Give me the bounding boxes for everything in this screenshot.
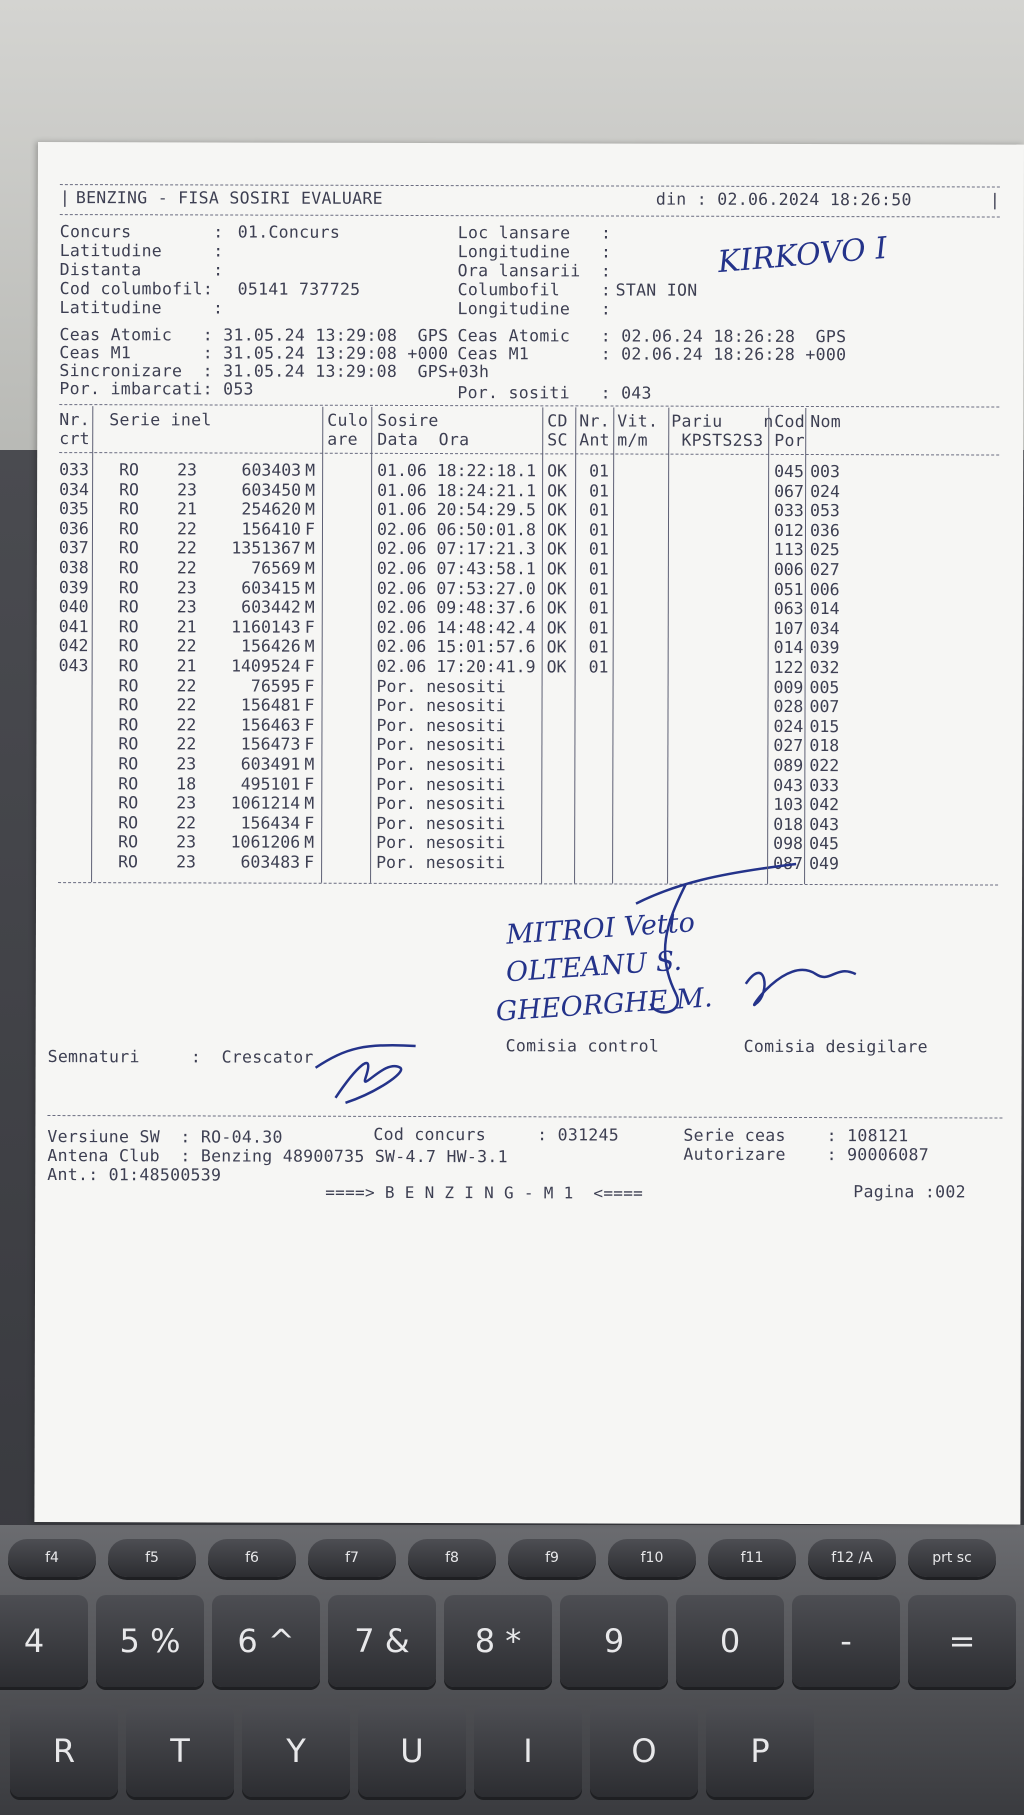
cell-sosire: Por. nesositi [376, 852, 506, 873]
function-key[interactable]: f10 [608, 1539, 696, 1577]
info-value: 01.Concurs [237, 222, 341, 242]
cell-cod: 089 [773, 755, 804, 776]
cell-cd: OK [546, 559, 567, 579]
keyboard [0, 1525, 1024, 1815]
info-label: Longitudine : [457, 299, 612, 319]
cell-nom: 039 [809, 638, 840, 658]
handwritten-name: GHEORGHE M. [494, 982, 714, 1028]
cell-nom: 053 [810, 501, 840, 521]
cell-sex: F [304, 676, 315, 696]
cell-sex: M [305, 480, 316, 500]
function-key[interactable]: f4 [8, 1539, 96, 1577]
header-bar-right: | [989, 190, 1001, 210]
cell-sex: M [304, 793, 315, 813]
number-key[interactable]: 5 % [96, 1595, 204, 1687]
cell-inel: 76569 [251, 558, 301, 578]
cell-sosire: 02.06 07:43:58.1 [376, 558, 536, 579]
cell-sosire: 02.06 09:48:37.6 [376, 598, 536, 618]
cell-nr: 041 [58, 616, 89, 636]
function-key[interactable]: f12 /A [808, 1539, 896, 1577]
cell-nom: 033 [809, 775, 840, 795]
clock-line: Por. sositi : 043 [457, 383, 652, 403]
cell-inel: 495101 [240, 774, 301, 794]
cell-ro: RO [118, 793, 139, 813]
cell-sex: M [305, 499, 316, 519]
clock-line: Ceas Atomic : 31.05.24 13:29:08 GPS [59, 325, 449, 346]
cell-nr: 038 [58, 558, 89, 578]
cell-cod: 006 [773, 559, 804, 580]
function-key[interactable]: f5 [108, 1539, 196, 1577]
number-key[interactable]: - [792, 1595, 900, 1687]
column-separator [541, 407, 543, 883]
cell-cod: 033 [774, 501, 804, 521]
column-separator [767, 408, 769, 884]
signatures-label: Semnaturi : Crescator [47, 1047, 314, 1067]
number-key[interactable]: = [908, 1595, 1016, 1687]
cell-sosire: 02.06 15:01:57.6 [376, 637, 536, 657]
divider [60, 184, 1000, 187]
cell-an: 22 [176, 675, 197, 696]
cell-inel: 156434 [240, 813, 301, 833]
cell-ro: RO [118, 577, 139, 597]
cell-nom: 006 [809, 579, 840, 599]
cell-ro: RO [118, 695, 139, 715]
cell-nr: 035 [59, 499, 89, 519]
cell-an: 23 [176, 754, 197, 774]
cell-cd: OK [547, 480, 567, 500]
cell-sex: M [304, 539, 315, 559]
cell-ro: RO [118, 813, 139, 833]
cell-nr: 043 [58, 656, 89, 676]
cell-inel: 254620 [241, 499, 302, 519]
cell-inel: 156463 [240, 715, 301, 735]
cell-ro: RO [118, 773, 139, 793]
column-header-pariu: Pariu n KPSTS2S3 [671, 411, 774, 450]
cell-cod: 051 [773, 579, 804, 599]
divider [59, 404, 999, 407]
cell-sex: F [304, 519, 315, 539]
cell-ro: RO [118, 675, 139, 695]
header-bar-left: | [59, 188, 71, 208]
cell-inel: 156410 [241, 519, 302, 539]
cell-ant: 01 [588, 559, 609, 579]
cell-sex: F [304, 715, 315, 735]
column-header-vit: Vit. m/m [617, 411, 659, 450]
cell-sosire: 02.06 14:48:42.4 [376, 617, 536, 638]
benzing-banner: ====> B E N Z I N G - M 1 <==== [325, 1182, 644, 1203]
footer-line: Versiune SW : RO-04.30 [47, 1127, 283, 1147]
cell-sosire: Por. nesositi [376, 715, 506, 736]
column-header-sosire: Sosire Data Ora [377, 410, 470, 450]
cell-ro: RO [118, 832, 139, 852]
cell-inel: 156426 [241, 636, 301, 657]
divider [47, 1115, 1002, 1119]
cell-cod: 122 [773, 657, 804, 678]
cell-an: 22 [176, 695, 197, 715]
cell-sosire: Por. nesositi [376, 754, 506, 775]
cell-inel: 156481 [240, 695, 301, 715]
cell-an: 22 [176, 715, 197, 735]
cell-an: 21 [176, 656, 197, 676]
cell-sosire: 01.06 18:24:21.1 [377, 480, 537, 500]
cell-inel: 603450 [241, 480, 302, 500]
cell-nr: 036 [58, 518, 89, 538]
cell-nr: 037 [58, 538, 89, 558]
cell-cod: 045 [774, 461, 804, 482]
handwritten-location: KIRKOVO I [716, 230, 889, 281]
cell-nr: 034 [59, 479, 89, 499]
cell-ro: RO [118, 656, 139, 676]
page-number: Pagina :002 [853, 1182, 966, 1202]
cell-ro: RO [118, 597, 139, 617]
cell-ro: RO [118, 519, 139, 539]
column-separator [667, 408, 669, 884]
cell-an: 18 [176, 773, 197, 794]
cell-nom: 025 [809, 540, 840, 560]
column-separator [370, 407, 372, 883]
cell-cod: 012 [773, 520, 804, 540]
cell-inel: 156473 [240, 734, 301, 755]
cell-nom: 032 [809, 658, 840, 678]
function-key[interactable]: prt sc [908, 1539, 996, 1577]
cell-ro: RO [118, 558, 139, 578]
clock-line: Sincronizare : 31.05.24 13:29:08 GPS+03h [59, 361, 490, 382]
cell-inel: 603483 [240, 852, 301, 872]
cell-ant: 01 [589, 500, 609, 520]
column-separator [574, 407, 576, 883]
cell-nom: 014 [809, 599, 840, 619]
cell-cod: 009 [773, 677, 804, 697]
cell-inel: 1351367 [231, 538, 301, 559]
cell-an: 23 [176, 832, 197, 852]
cell-ro: RO [118, 617, 139, 637]
cell-ro: RO [119, 460, 140, 480]
cell-sex: F [304, 774, 315, 794]
cell-ant: 01 [589, 461, 610, 481]
cell-an: 22 [176, 538, 197, 558]
cell-an: 22 [176, 636, 197, 656]
function-key[interactable]: f9 [508, 1539, 596, 1577]
cell-inel: 76595 [250, 676, 301, 696]
cell-ro: RO [119, 499, 139, 519]
cell-ro: RO [118, 715, 139, 735]
cell-cd: OK [546, 637, 567, 657]
cell-cd: OK [547, 500, 567, 520]
number-key[interactable]: 4 [0, 1595, 88, 1687]
function-key[interactable]: f6 [208, 1539, 296, 1577]
cell-ro: RO [118, 754, 139, 774]
cell-ro: RO [118, 538, 139, 558]
divider [59, 452, 999, 455]
cell-cd: OK [546, 539, 567, 559]
cell-an: 23 [176, 793, 197, 813]
cell-inel: 1409524 [231, 656, 301, 676]
cell-sex: M [304, 597, 315, 617]
letter-key[interactable]: I [474, 1705, 582, 1797]
cell-ro: RO [119, 479, 139, 499]
cell-an: 23 [177, 460, 198, 480]
cell-ant: 01 [588, 618, 609, 638]
footer-line: Serie ceas : 108121 [683, 1125, 909, 1146]
function-key[interactable]: f7 [308, 1539, 396, 1577]
cell-an: 23 [176, 852, 197, 872]
clock-line: Ceas M1 : 31.05.24 13:29:08 +000 [59, 343, 449, 364]
info-label: Cod columbofil: [59, 279, 214, 299]
footer-line: Ant.: 01:48500539 [47, 1165, 222, 1185]
column-separator [804, 408, 806, 884]
column-header-codpor: Cod Por [774, 411, 805, 451]
cell-sex: M [305, 460, 316, 480]
cell-cod: 103 [773, 795, 804, 815]
cell-nr: 033 [59, 460, 89, 480]
cell-sex: M [304, 754, 315, 774]
cell-sex: F [304, 617, 315, 637]
cell-cd: OK [546, 657, 567, 677]
cell-an: 23 [176, 597, 197, 617]
cell-nr: 039 [58, 577, 89, 597]
cell-nom: 024 [810, 481, 840, 501]
column-separator [91, 406, 93, 882]
cell-cod: 043 [773, 775, 804, 795]
column-header-serie: Serie inel [109, 410, 212, 430]
cell-sosire: Por. nesositi [376, 735, 506, 755]
cell-ant: 01 [588, 579, 609, 599]
crescator-signature [305, 1038, 425, 1108]
cell-cod: 027 [773, 736, 804, 756]
cell-cod: 014 [773, 638, 804, 658]
clock-line: Ceas M1 : 02.06.24 18:26:28 +000 [457, 344, 847, 365]
cell-cd: OK [547, 461, 568, 481]
cell-cod: 024 [773, 716, 804, 736]
cell-cod: 028 [773, 697, 804, 717]
divider [60, 214, 1000, 217]
cell-an: 22 [176, 519, 197, 539]
cell-sex: F [304, 852, 315, 872]
report-date: din : 02.06.2024 18:26:50 [655, 189, 912, 210]
cell-sosire: Por. nesositi [376, 696, 506, 716]
cell-inel: 603403 [241, 460, 302, 480]
info-label: Distanta : [59, 260, 224, 280]
number-key[interactable]: 6 ^ [212, 1595, 320, 1687]
cell-sosire: Por. nesositi [376, 676, 506, 696]
cell-nom: 015 [809, 716, 840, 736]
cell-inel: 1061214 [230, 793, 301, 813]
cell-nom: 007 [809, 697, 840, 717]
cell-sosire: Por. nesositi [376, 774, 506, 794]
cell-ant: 01 [588, 520, 609, 540]
cell-nom: 003 [810, 462, 840, 482]
handwritten-name: OLTEANU S. [505, 945, 683, 989]
letter-key[interactable]: P [706, 1705, 814, 1797]
cell-cd: OK [546, 578, 567, 598]
function-key[interactable]: f11 [708, 1539, 796, 1577]
cell-nom: 018 [809, 736, 840, 756]
cell-inel: 1061206 [230, 832, 301, 853]
cell-cd: OK [546, 618, 567, 638]
info-value: STAN ION [615, 280, 698, 300]
cell-nom: 045 [809, 834, 840, 854]
number-key[interactable]: 9 [560, 1595, 668, 1687]
cell-an: 23 [177, 479, 197, 500]
cell-sosire: 02.06 07:53:27.0 [376, 578, 536, 598]
cell-sosire: 02.06 17:20:41.9 [376, 656, 536, 677]
cell-sex: M [304, 578, 315, 598]
cell-an: 22 [176, 734, 197, 754]
cell-cod: 113 [773, 540, 804, 560]
cell-nom: 049 [809, 854, 839, 874]
letter-key[interactable]: T [126, 1705, 234, 1797]
footer-line: Antena Club : Benzing 48900735 SW-4.7 HW-3.1 [47, 1146, 508, 1167]
cell-sex: F [304, 695, 315, 715]
function-key[interactable]: f8 [408, 1539, 496, 1577]
cell-sosire: Por. nesositi [376, 833, 506, 853]
comisia-desigilare-label: Comisia desigilare [743, 1036, 928, 1057]
column-separator [612, 408, 614, 884]
info-label: Concurs : [59, 222, 224, 242]
clock-line: Ceas Atomic : 02.06.24 18:26:28 GPS [457, 326, 847, 347]
cell-inel: 603415 [241, 578, 301, 598]
cell-sex: M [304, 558, 315, 578]
info-label: Columbofil : [457, 280, 612, 300]
comisia-control-label: Comisia control [505, 1036, 660, 1056]
cell-sosire: Por. nesositi [376, 794, 506, 814]
cell-ro: RO [118, 636, 139, 656]
cell-cod: 087 [773, 853, 803, 874]
cell-an: 21 [176, 617, 197, 637]
cell-nom: 043 [809, 814, 840, 834]
cell-nom: 005 [809, 677, 840, 697]
cell-cd: OK [546, 520, 567, 540]
letter-key[interactable]: O [590, 1705, 698, 1797]
cell-sex: F [304, 735, 315, 755]
cell-sex: F [304, 813, 315, 833]
cod-concurs: Cod concurs : 031245 [373, 1124, 620, 1145]
column-header-cdsc: CD SC [547, 411, 568, 450]
info-label: Latitudine : [59, 298, 224, 318]
cell-inel: 1160143 [231, 617, 301, 637]
cell-sosire: 01.06 18:22:18.1 [377, 460, 537, 481]
cell-cod: 018 [773, 814, 804, 834]
cell-cd: OK [546, 598, 567, 618]
cell-cod: 098 [773, 834, 804, 854]
cell-nom: 022 [809, 756, 840, 776]
info-value: 05141 737725 [237, 279, 361, 299]
column-header-nrant: Nr. Ant [579, 411, 610, 450]
number-key[interactable]: 0 [676, 1595, 784, 1687]
column-header-culoare: Culo are [327, 410, 369, 449]
cell-nom: 036 [809, 520, 840, 540]
cell-sosire: 01.06 20:54:29.5 [377, 500, 537, 520]
printout-sheet [34, 142, 1024, 1525]
cell-inel: 603491 [240, 754, 301, 774]
number-key[interactable]: 8 * [444, 1595, 552, 1687]
cell-cod: 107 [773, 618, 804, 638]
cell-ant: 01 [588, 637, 609, 657]
cell-nr: 040 [58, 597, 89, 617]
letter-key[interactable]: Y [242, 1705, 350, 1797]
cell-sex: F [304, 656, 315, 676]
cell-ant: 01 [588, 657, 609, 677]
cell-sosire: Por. nesositi [376, 813, 506, 834]
cell-ant: 01 [589, 481, 609, 501]
cell-inel: 603442 [241, 597, 301, 617]
cell-an: 22 [176, 813, 197, 833]
info-label: Loc lansare : [457, 223, 612, 243]
handwritten-name: MITROI Vetto [505, 907, 696, 951]
clock-line: Por. imbarcati: 053 [59, 379, 254, 399]
cell-nr: 042 [58, 636, 89, 656]
cell-an: 23 [176, 577, 197, 598]
info-label: Latitudine : [59, 241, 224, 261]
letter-key[interactable]: R [10, 1705, 118, 1797]
cell-sosire: 02.06 07:17:21.3 [376, 539, 536, 559]
cell-sex: M [304, 833, 315, 853]
column-separator [321, 407, 323, 883]
info-label: Ora lansarii : [457, 261, 612, 281]
column-header-nr: Nr. crt [59, 410, 91, 449]
column-header-nom: Nom [810, 412, 841, 432]
info-label: Longitudine : [457, 242, 612, 262]
cell-cod: 067 [774, 481, 804, 501]
handwritten-signature-mark [596, 843, 896, 1024]
letter-key[interactable]: U [358, 1705, 466, 1797]
report-title: BENZING - FISA SOSIRI EVALUARE [75, 188, 383, 208]
cell-an: 21 [177, 499, 197, 519]
cell-ro: RO [118, 852, 139, 872]
cell-nom: 042 [809, 795, 840, 815]
cell-an: 22 [176, 558, 197, 578]
cell-nom: 027 [809, 560, 840, 580]
cell-sex: M [304, 637, 315, 657]
cell-sosire: 02.06 06:50:01.8 [376, 519, 536, 540]
cell-ro: RO [118, 734, 139, 754]
number-key[interactable]: 7 & [328, 1595, 436, 1687]
cell-nom: 034 [809, 618, 840, 638]
cell-ant: 01 [588, 598, 609, 618]
cell-cod: 063 [773, 599, 804, 619]
cell-ant: 01 [588, 539, 609, 559]
footer-line: Autorizare : 90006087 [683, 1144, 930, 1165]
